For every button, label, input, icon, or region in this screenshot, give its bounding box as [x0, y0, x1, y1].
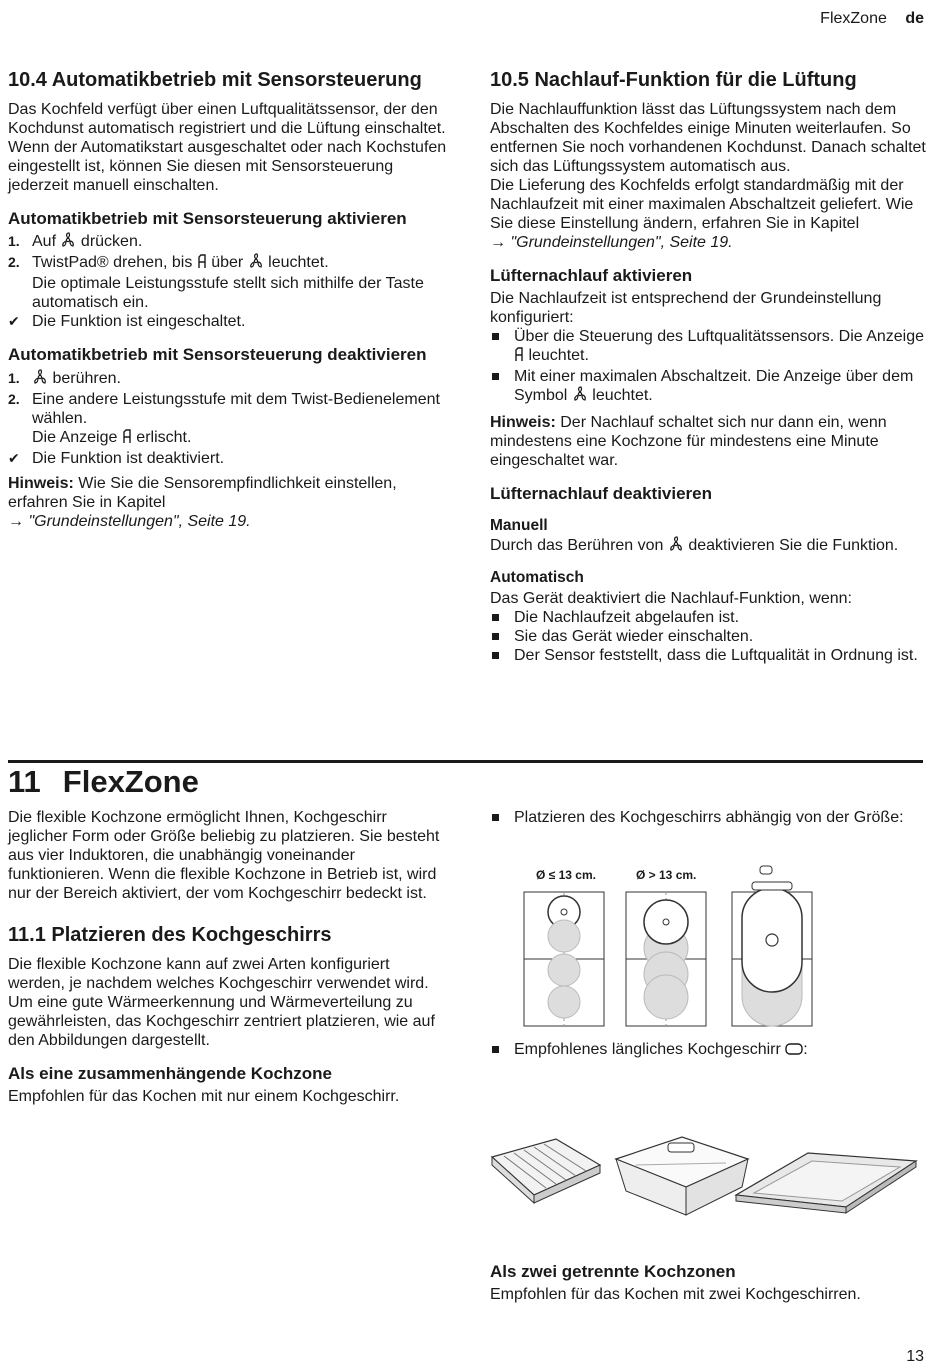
list-item: Die Nachlaufzeit abgelaufen ist.	[490, 608, 930, 627]
arrow-icon: →	[490, 234, 506, 251]
page-number: 13	[906, 1348, 924, 1365]
section-10-5	[490, 68, 930, 665]
grill-plate-icon	[492, 1139, 600, 1203]
auto-list	[490, 608, 930, 665]
step-1: 1. Auf drücken.	[8, 232, 448, 253]
list-item: Über die Steuerung des Luftqualitätssensors. Die Anzeige leuchtet.	[490, 327, 930, 367]
section-title: 10.4 Automatikbetrieb mit Sensorsteuerung	[8, 69, 422, 91]
off-heading: Lüfternachlauf deaktivieren	[490, 484, 713, 504]
paragraph: Die Lieferung des Kochfelds erfolgt standardmäßig mit der Nachlaufzeit mit einer maximalen Abschaltzeit geliefert. Wie Sie diese Einstellung ändern, erfahren Sie in Kapitel	[490, 177, 914, 232]
step-2: 2. TwistPad® drehen, bis über leuchtet. Die optimale Leistungsstufe stellt sich mithilfe der Taste automatisch ein.	[8, 254, 424, 312]
result-item: ✔ Die Funktion ist eingeschaltet.	[8, 313, 246, 331]
figure-label: Ø > 13 cm.	[636, 868, 697, 882]
small-pot-zone-diagram	[524, 892, 604, 1026]
chapter-rule	[8, 760, 923, 763]
cross-reference: → "Grundeinstellungen", Seite 19.	[8, 512, 251, 530]
on-list	[490, 327, 930, 407]
chapter-11-right	[490, 808, 930, 827]
step-2: 2. Eine andere Leistungsstufe mit dem Twist-Bedienelement wählen. Die Anzeige erlischt.	[8, 390, 448, 449]
chapter-title: 11 FlexZone	[8, 764, 199, 799]
list-item: Sie das Gerät wieder einschalten.	[490, 627, 930, 646]
activate-steps	[8, 232, 448, 331]
griddle-plate-icon	[736, 1153, 916, 1213]
section-title: 11.1 Platzieren des Kochgeschirrs	[8, 924, 332, 946]
fan-icon	[60, 232, 76, 253]
hint: Hinweis: Wie Sie die Sensorempfindlichkeit einstellen, erfahren Sie in Kapitel → "Grundeinstellungen", Seite 19.	[8, 474, 397, 530]
list-item: Mit einer maximalen Abschaltzeit. Die Anzeige über dem Symbol leuchtet.	[490, 367, 930, 407]
arrow-icon: →	[8, 512, 24, 530]
deactivate-steps	[8, 369, 448, 468]
auto-a-icon	[122, 429, 132, 449]
on-heading: Lüfternachlauf aktivieren	[490, 266, 693, 285]
oblong-pot-zone-diagram	[732, 866, 812, 1026]
list-item: Platzieren des Kochgeschirrs abhängig von der Größe:	[490, 808, 930, 827]
header-section: FlexZone	[820, 10, 887, 27]
fan-icon	[32, 369, 48, 390]
hint: Hinweis: Der Nachlauf schaltet sich nur dann ein, wenn mindestens eine Kochzone für mindestens eine Minute eingeschaltet war.	[490, 414, 887, 470]
fan-icon	[668, 536, 684, 557]
two-zone-block	[490, 1262, 930, 1304]
section-intro: Das Kochfeld verfügt über einen Luftqualitätssensor, der den Kochdunst automatisch registriert und die Lüftung einschaltet. Wenn der Automatikstart ausgeschaltet oder nach Kochstufen eingestellt ist, können Sie diesen mit Sensorsteuerung jederzeit manuell einschalten.	[8, 101, 447, 194]
paragraph: Die flexible Kochzone kann auf zwei Arten konfiguriert werden, je nachdem welches Kochgeschirr verwendet wird. Um eine gute Wärmeerkennung und Wärmeverteilung zu gewährleisten, das Kochgeschirr zentriert platzieren, wie auf den Abbildungen dargestellt.	[8, 956, 435, 1049]
roaster-icon	[616, 1137, 748, 1215]
chapter-intro: Die flexible Kochzone ermöglicht Ihnen, Kochgeschirr jeglicher Form oder Größe beliebig zu platzieren. Sie besteht aus vier Induktoren, die unabhängig voneinander funktionieren. Wenn die flexible Kochzone in Betrieb ist, wird nur der Bereich aktiviert, der vom Kochgeschirr bedeckt ist.	[8, 809, 440, 902]
section-title: 10.5 Nachlauf-Funktion für die Lüftung	[490, 69, 857, 91]
oblong-bullet-block	[490, 1040, 930, 1061]
paragraph: Empfohlen für das Kochen mit nur einem Kochgeschirr.	[8, 1088, 400, 1106]
section-10-4	[8, 68, 448, 531]
step-note: Die optimale Leistungsstufe stellt sich mithilfe der Taste automatisch ein.	[32, 275, 424, 312]
cross-reference: → "Grundeinstellungen", Seite 19.	[490, 234, 733, 251]
paragraph: Empfohlen für das Kochen mit zwei Kochgeschirren.	[490, 1286, 861, 1304]
page-header	[820, 10, 924, 28]
single-zone-heading: Als eine zusammenhängende Kochzone	[8, 1064, 333, 1083]
activate-heading: Automatikbetrieb mit Sensorsteuerung aktivieren	[8, 209, 407, 228]
paragraph: Die Nachlauffunktion lässt das Lüftungssystem nach dem Abschalten des Kochfeldes einige Minuten weiterlaufen. So entfernen Sie noch vorhandenen Kochdunst. Danach schaltet sich das Lüftungssystem automatisch aus.	[490, 101, 926, 175]
step-1: 1. berühren.	[8, 369, 448, 390]
result-item: ✔ Die Funktion ist deaktiviert.	[8, 449, 225, 467]
check-icon: ✔	[8, 449, 20, 466]
oblong-list	[490, 1040, 930, 1061]
list-item: Der Sensor feststellt, dass die Luftqualität in Ordnung ist.	[490, 646, 930, 665]
paragraph: Durch das Berühren von deaktivieren Sie die Funktion.	[490, 536, 930, 557]
deactivate-heading: Automatikbetrieb mit Sensorsteuerung deaktivieren	[8, 345, 427, 365]
check-icon: ✔	[8, 313, 20, 330]
large-pot-zone-diagram	[626, 892, 706, 1026]
auto-a-icon	[197, 254, 207, 274]
figure-label: Ø ≤ 13 cm.	[536, 868, 596, 882]
two-zone-heading: Als zwei getrennte Kochzonen	[490, 1262, 736, 1281]
manual-heading: Manuell	[490, 516, 548, 534]
fan-icon	[572, 386, 588, 407]
auto-heading: Automatisch	[490, 569, 584, 587]
chapter-11-left	[8, 808, 448, 1106]
auto-a-icon	[514, 347, 524, 367]
paragraph: Die Nachlaufzeit ist entsprechend der Grundeinstellung konfiguriert:	[490, 290, 882, 327]
placement-figure	[520, 862, 820, 1032]
placement-list	[490, 808, 930, 827]
oblong-cookware-icon	[785, 1042, 803, 1061]
cookware-illustration	[486, 1125, 926, 1225]
list-item: Empfohlenes längliches Kochgeschirr :	[490, 1040, 930, 1061]
header-language: de	[905, 10, 924, 27]
fan-icon	[248, 253, 264, 274]
paragraph: Das Gerät deaktiviert die Nachlauf-Funktion, wenn:	[490, 589, 852, 607]
